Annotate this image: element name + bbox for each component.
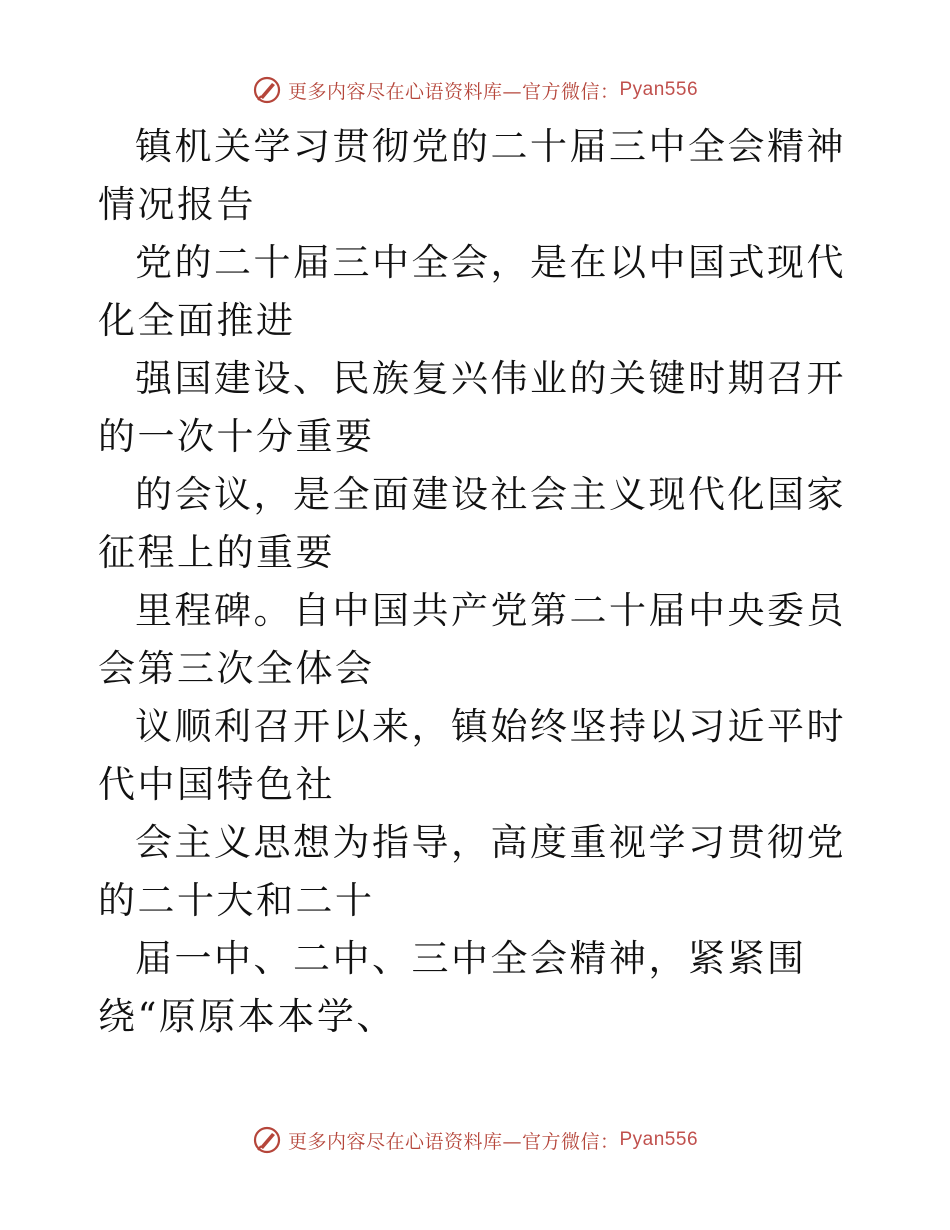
paragraph: 议顺利召开以来，镇始终坚持以习近平时代中国特色社 [98, 705, 846, 806]
paragraph: 党的二十届三中全会，是在以中国式现代化全面推进 [98, 241, 846, 342]
watermark-text: 更多内容尽在心语资料库—官方微信： [287, 80, 620, 103]
watermark-handle: Pyan556 [619, 79, 699, 100]
watermark-text: 更多内容尽在心语资料库—官方微信： [287, 1130, 620, 1153]
header-watermark [0, 70, 950, 110]
paragraph: 强国建设、民族复兴伟业的关键时期召开的一次十分重要 [98, 357, 846, 458]
footer-watermark [0, 1120, 950, 1160]
paragraph: 的会议，是全面建设社会主义现代化国家征程上的重要 [98, 473, 846, 574]
paragraph: 会主义思想为指导，高度重视学习贯彻党的二十大和二十 [98, 821, 846, 922]
paragraph: 里程碑。自中国共产党第二十届中央委员会第三次全体会 [98, 589, 846, 690]
quill-pen-icon [252, 75, 282, 105]
paragraph: 镇机关学习贯彻党的二十届三中全会精神情况报告 [98, 125, 846, 226]
watermark-handle: Pyan556 [619, 1129, 699, 1150]
document-body [98, 118, 858, 1046]
quill-pen-icon [252, 1125, 282, 1155]
paragraph: 届一中、二中、三中全会精神，紧紧围绕“原原本本学、 [98, 937, 807, 1038]
